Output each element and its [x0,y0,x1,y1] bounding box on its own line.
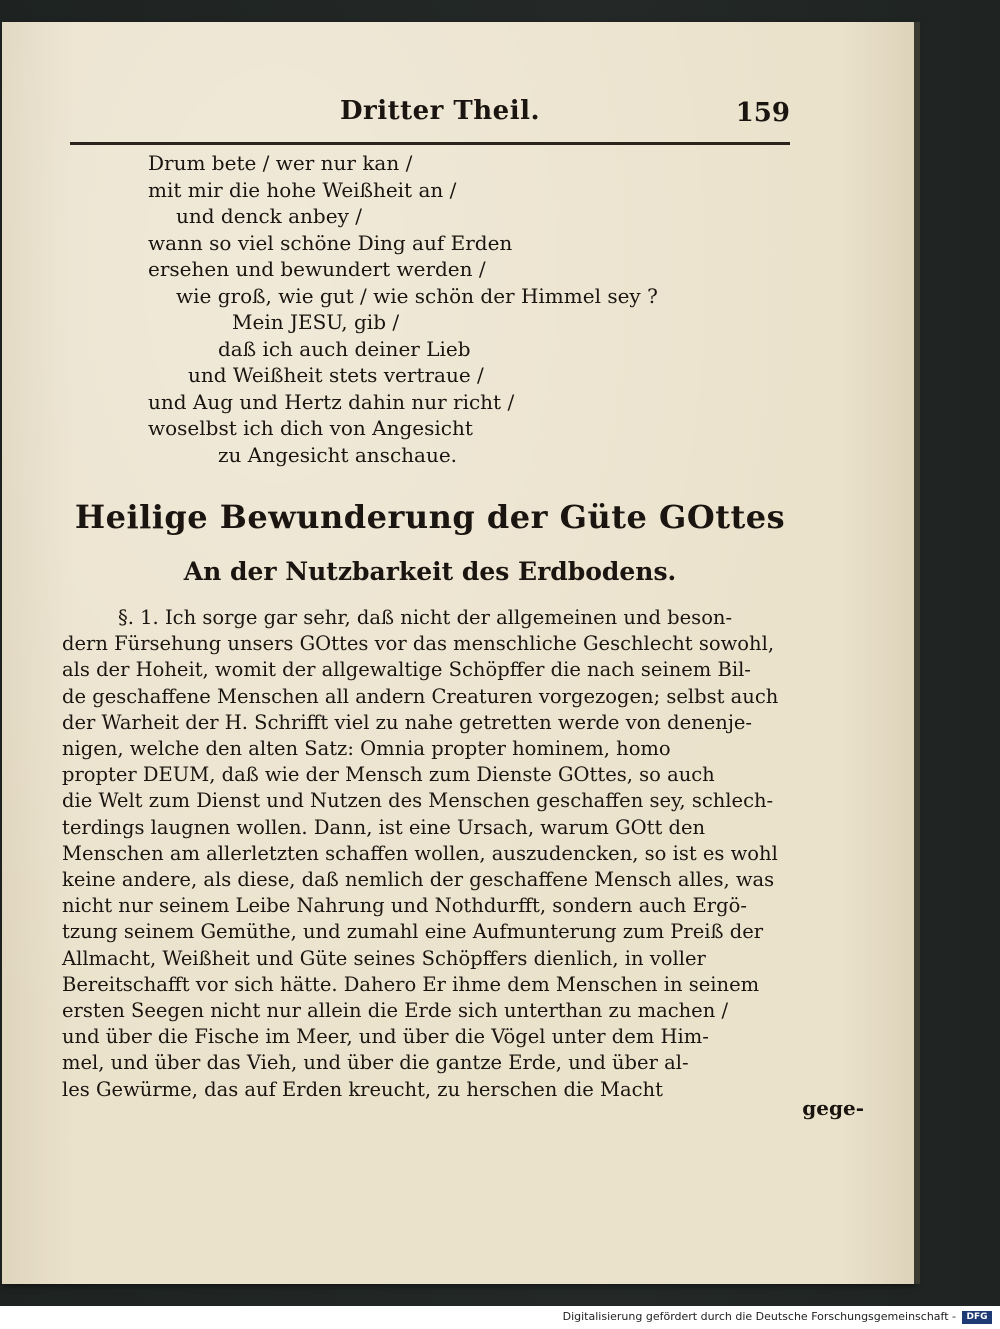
poem-line: Drum bete / wer nur kan / [148,151,413,175]
section-subheading: An der Nutzbarkeit des Erdbodens. [183,557,677,586]
funding-credit: Digitalisierung gefördert durch die Deutsche Forschungsgemeinschaft - [562,1310,956,1323]
body-line: keine andere, als diese, daß nemlich der geschaffene Mensch alles, was [62,868,775,892]
page-edge [914,22,920,1284]
page-number: 159 [735,98,790,128]
body-paragraph [62,605,786,1103]
section-heading: Heilige Bewunderung der Güte GOttes [74,498,786,536]
page-header [70,96,790,136]
poem [148,150,748,468]
poem-line: und denck anbey / [176,204,362,228]
poem-line: ersehen und bewundert werden / [148,257,486,281]
dfg-logo-icon: DFG [962,1311,992,1324]
poem-line: zu Angesicht anschaue. [218,442,458,467]
body-line: de geschaffene Menschen all andern Creaturen vorgezogen; selbst auch [62,684,779,708]
body-line: terdings laugnen wollen. Dann, ist eine Ursach, warum GOtt den [62,815,706,839]
poem-line: mit mir die hohe Weißheit an / [148,177,457,202]
poem-line: und Weißheit stets vertraue / [188,363,484,387]
body-line: ersten Seegen nicht nur allein die Erde sich unterthan zu machen / [62,999,729,1023]
poem-line: wann so viel schöne Ding auf Erden [148,230,513,255]
body-line: als der Hoheit, womit der allgewaltige Schöpffer die nach seinem Bil- [62,658,751,682]
poem-line: und Aug und Hertz dahin nur richt / [148,389,515,414]
body-line: nicht nur seinem Leibe Nahrung und Nothdurfft, sondern auch Ergö- [62,894,747,918]
body-line: propter DEUM, daß wie der Mensch zum Dienste GOttes, so auch [62,763,715,787]
catchword: gege- [802,1096,864,1120]
body-line: der Warheit der H. Schrifft viel zu nahe getretten werde von denenje- [62,710,753,734]
body-line: nigen, welche den alten Satz: Omnia propter hominem, homo [62,737,671,761]
running-title: Dritter Theil. [340,96,541,126]
poem-line: Mein JESU, gib / [232,310,400,334]
body-line: Bereitschafft vor sich hätte. Dahero Er ihme dem Menschen in seinem [62,972,760,996]
body-line: dern Fürsehung unsers GOttes vor das menschliche Geschlecht sowohl, [62,632,775,656]
body-line: und über die Fische im Meer, und über die Vögel unter dem Him- [62,1025,709,1049]
body-line: les Gewürme, das auf Erden kreucht, zu herschen die Macht [62,1077,663,1101]
body-line: mel, und über das Vieh, und über die gantze Erde, und über al- [62,1051,689,1075]
poem-line: woselbst ich dich von Angesicht [148,416,473,440]
body-line: tzung seinem Gemüthe, und zumahl eine Aufmunterung zum Preiß der [62,920,764,944]
body-line: Menschen am allerletzten schaffen wollen, auszudencken, so ist es wohl [62,841,778,865]
header-rule [70,142,790,145]
body-line: §. 1. Ich sorge gar sehr, daß nicht der allgemeinen und beson- [118,606,733,629]
poem-line: daß ich auch deiner Lieb [218,336,471,361]
poem-line: wie groß, wie gut / wie schön der Himmel sey ? [176,283,658,308]
body-line: die Welt zum Dienst und Nutzen des Menschen geschaffen sey, schlech- [62,789,774,813]
body-line: Allmacht, Weißheit und Güte seines Schöpffers dienlich, in voller [62,946,706,970]
